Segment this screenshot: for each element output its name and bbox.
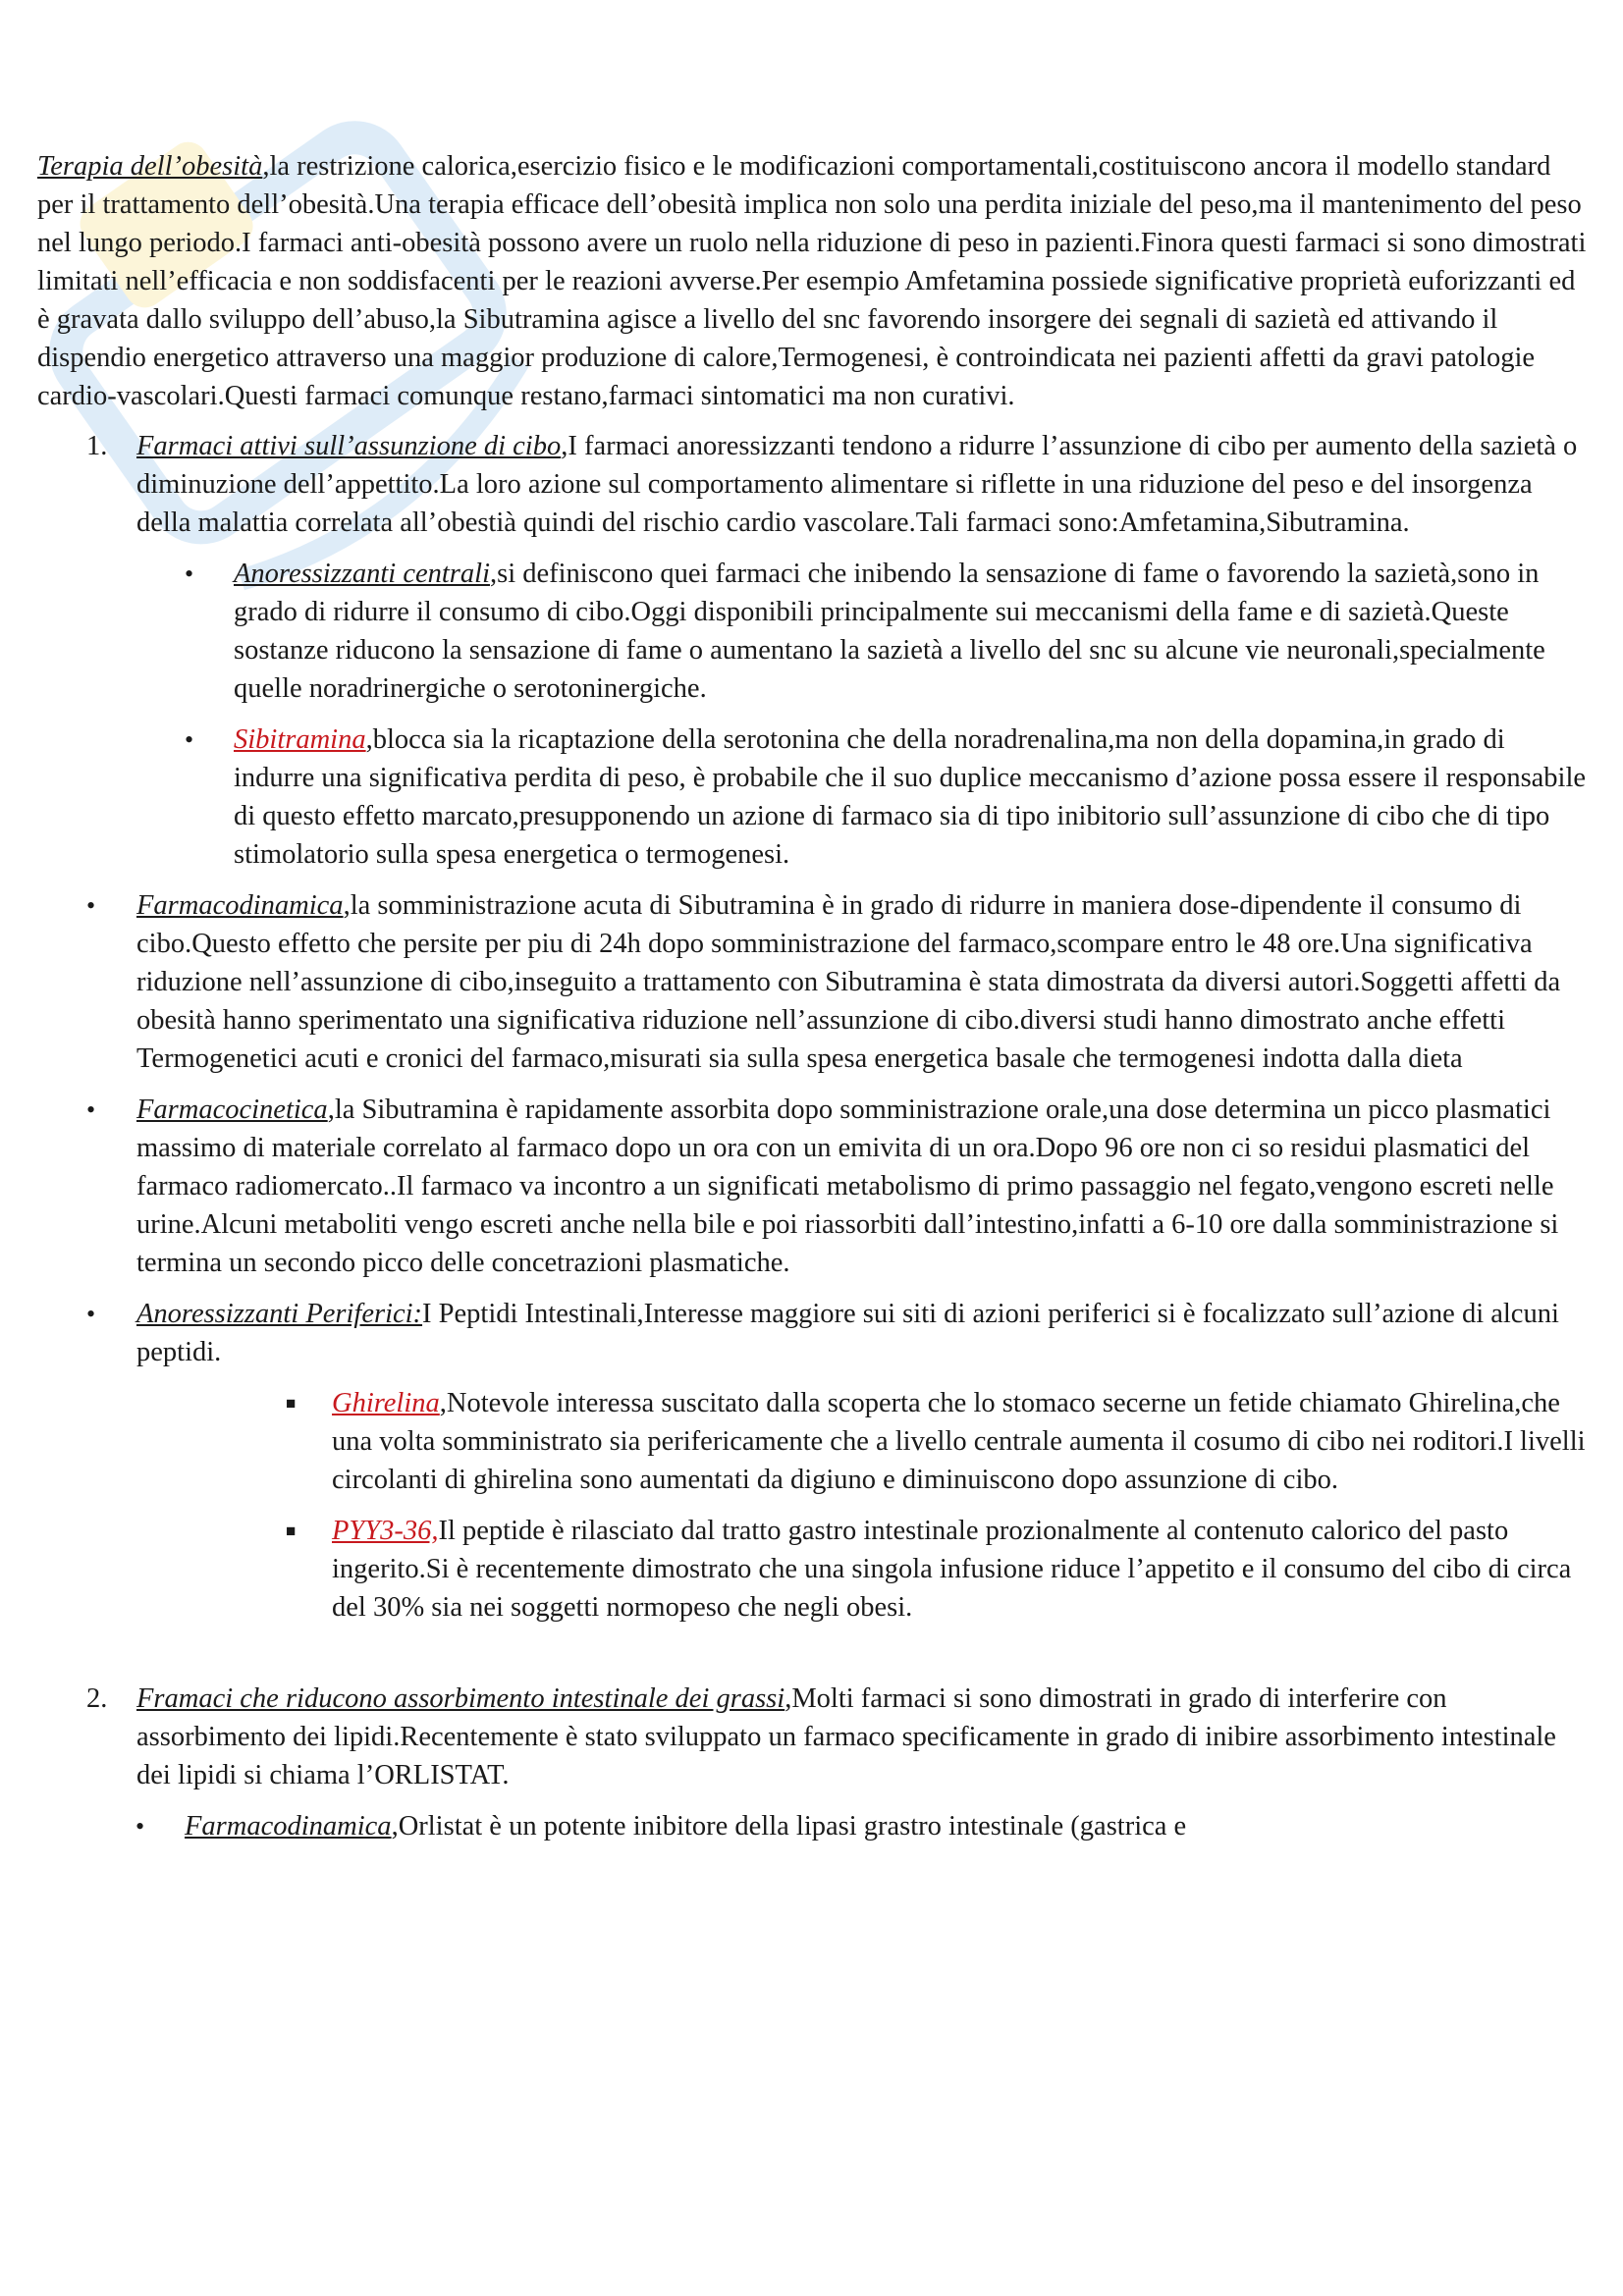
document-body <box>37 147 1587 1858</box>
bullet-icon: • <box>86 891 96 920</box>
bullet-text: ,Orlistat è un potente inibitore della lipasi grastro intestinale (gastrica e <box>391 1811 1187 1842</box>
sub-text: Il peptide è rilasciato dal tratto gastro intestinale prozionalmente al contenuto calorico del pasto ingerito.Si è recentemente dimostrato che una singola infusione riduce l’appetito e il consumo del cibo di circa del 30% sia nei soggetti normopeso che negli obesi. <box>332 1516 1572 1623</box>
bullet-text: ,blocca sia la ricaptazione della serotonina che della noradrenalina,ma non della dopamina,in grado di indurre una significativa perdita di peso, è probabile che il suo duplice meccanismo d’azione possa essere il responsabile di questo effetto marcato,presupponendo un azione di farmaco sia di tipo inibitorio sull’assunzione di cibo che di tipo stimolatorio sulla spesa energetica o termogenesi. <box>234 724 1587 870</box>
bullet-orlistat-farmacodinamica <box>37 1807 1587 1845</box>
bullet-anoressizzanti-centrali <box>37 555 1587 708</box>
sub-term-red: PYY3-36, <box>332 1516 439 1546</box>
bullet-term: Farmacocinetica <box>136 1095 328 1125</box>
square-bullet-icon: ■ <box>286 1522 297 1540</box>
bullet-icon: • <box>185 560 194 588</box>
bullet-farmacocinetica <box>37 1091 1587 1282</box>
sub-term-red: Ghirelina <box>332 1388 440 1418</box>
item1-text: ,I farmaci anoressizzanti tendono a ridurre l’assunzione di cibo per aumento della sazietà o diminuzione dell’appettito.La loro azione sul comportamento alimentare si riflette in una riduzione del peso e del insorgenza della malattia correlata all’obestià quindi del rischio cardio vascolare.Tali farmaci sono:Amfetamina,Sibutramina. <box>136 431 1578 538</box>
bullet-text: ,si definiscono quei farmaci che inibendo la sensazione di fame o favorendo la sazietà,sono in grado di ridurre il consumo di cibo.Oggi disponibili principalmente sui meccanismi della fame e di sazietà.Queste sostanze riducono la sensazione di fame o aumentano la sazietà a livello del snc su alcune vie neuronali,specialmente quelle noradrinergiche o serotoninergiche. <box>234 559 1545 704</box>
bullet-term: Farmacodinamica <box>136 890 344 921</box>
list-item-1 <box>37 427 1587 542</box>
bullet-anoressizzanti-periferici <box>37 1295 1587 1371</box>
item1-term: Farmaci attivi sull’assunzione di cibo <box>136 431 562 461</box>
intro-term: Terapia dell’obesità <box>37 151 263 182</box>
intro-paragraph <box>37 147 1587 415</box>
bullet-text: I Peptidi Intestinali,Interesse maggiore sui siti di azioni periferici si è focalizzato sull’azione di alcuni peptidi. <box>136 1299 1559 1367</box>
spacer <box>37 1639 1587 1680</box>
item2-text: ,Molti farmaci si sono dimostrati in grado di interferire con assorbimento dei lipidi.Recentemente è stato sviluppato un farmaco specificamente in grado di inibire assorbimento intestinale dei lipidi si chiama l’ORLISTAT. <box>136 1683 1556 1790</box>
bullet-sibitramina <box>37 721 1587 874</box>
bullet-icon: • <box>86 1300 96 1328</box>
sub-bullet-pyy <box>37 1512 1587 1627</box>
sub-bullet-ghirelina <box>37 1384 1587 1499</box>
bullet-term: Anoressizzanti Periferici: <box>136 1299 423 1329</box>
bullet-farmacodinamica <box>37 886 1587 1078</box>
bullet-term-red: Sibitramina <box>234 724 366 755</box>
bullet-icon: • <box>135 1812 145 1841</box>
list-item-2 <box>37 1680 1587 1794</box>
list-number: 2. <box>86 1683 108 1714</box>
item2-term: Framaci che riducono assorbimento intestinale dei grassi <box>136 1683 785 1714</box>
sub-text: ,Notevole interessa suscitato dalla scoperta che lo stomaco secerne un fetide chiamato Ghirelina,che una volta somministrato sia perifericamente che a livello centrale aumenta il cosumo di cibo nei roditori.I livelli circolanti di ghirelina sono aumentati da digiuno e diminuiscono dopo assunzione di cibo. <box>332 1388 1586 1495</box>
bullet-icon: • <box>185 725 194 754</box>
bullet-text: ,la Sibutramina è rapidamente assorbita dopo somministrazione orale,una dose determina un picco plasmatici massimo di materiale correlato al farmaco dopo un ora con un emivita di un ora.Dopo 96 ore non ci so residui plasmatici del farmaco radiomercato..Il farmaco va incontro a un significati metabolismo di primo passaggio nel fegato,vengono escreti nelle urine.Alcuni metaboliti vengo escreti anche nella bile e poi riassorbiti dall’intestino,infatti a 6-10 ore dalla somministrazione si termina un secondo picco delle concetrazioni plasmatiche. <box>136 1095 1559 1278</box>
bullet-icon: • <box>86 1095 96 1124</box>
bullet-text: ,la somministrazione acuta di Sibutramina è in grado di ridurre in maniera dose-dipendente il consumo di cibo.Questo effetto che persite per piu di 24h dopo somministrazione del farmaco,scompare entro le 48 ore.Una significativa riduzione nell’assunzione di cibo,inseguito a trattamento con Sibutramina è stata dimostrata da diversi autori.Soggetti affetti da obesità hanno sperimentato una significativa riduzione nell’assunzione di cibo.diversi studi hanno dimostrato anche effetti Termogenetici acuti e cronici del farmaco,misurati sia sulla spesa energetica basale che termogenesi indotta dalla dieta <box>136 890 1561 1074</box>
bullet-term: Farmacodinamica <box>185 1811 392 1842</box>
square-bullet-icon: ■ <box>286 1394 297 1413</box>
intro-text: ,la restrizione calorica,esercizio fisico e le modificazioni comportamentali,costituiscono ancora il modello standard per il trattamento dell’obesità.Una terapia efficace dell’obesità implica non solo una perdita iniziale del peso,ma il mantenimento del peso nel lungo periodo.I farmaci anti-obesità possono avere un ruolo nella riduzione di peso in pazienti.Finora questi farmaci si sono dimostrati limitati nell’efficacia e non soddisfacenti per le reazioni avverse.Per esempio Amfetamina possiede significative proprietà euforizzanti ed è gravata dallo sviluppo dell’abuso,la Sibutramina agisce a livello del snc favorendo insorgere dei segnali di sazietà ed attivando il dispendio energetico attraverso una maggior produzione di calore,Termogenesi, è controindicata nei pazienti affetti da gravi patologie cardio-vascolari.Questi farmaci comunque restano,farmaci sintomatici ma non curativi. <box>37 151 1587 411</box>
list-number: 1. <box>86 431 108 461</box>
bullet-term: Anoressizzanti centrali <box>234 559 490 589</box>
